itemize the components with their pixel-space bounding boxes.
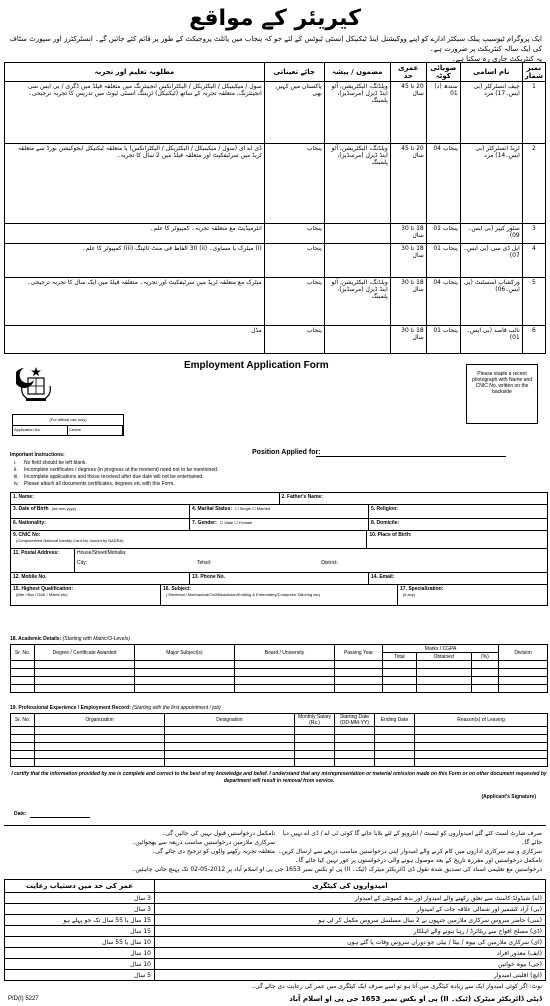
intro-line-1: ایک پروگرام ٹیوسیپ پبلک سیکٹر ادارے کو اپنے ووکیشنل اینڈ ٹیکنیکل انسٹی ٹیوٹس کے لئے جو کہ پنجاب میں پائلٹ پروجیکٹ کے طور پر قائم کئے جائیں گے۔ انسٹرکٹرز اور سپورٹ سٹاف کی ایک سالہ کنٹریکٹ پر ضرورت ہے۔ (9, 35, 542, 53)
cell-subject: ویلڈنگ، الیکٹریشن، آٹو اینڈ ڈیزل (مرسڈیز)، پلمبنگ (324, 278, 390, 326)
header-posting: جائے تعیناتی (264, 63, 324, 82)
postal-address-field[interactable]: House/Street/Mohalla: City: Tehsil: District: (77, 550, 338, 566)
cell-age: 18 تا 30 سال (390, 326, 426, 354)
cell-posting: پنجاب (264, 144, 324, 224)
instructions-list (14, 460, 218, 488)
list-item: درخواستیں مع تعلیمی اسناد کی تصدیق شدہ نقول ڈی ڈائریکٹر میٹرک (ٹیک۔ II) پی او بکس نمبر 1653 جی پی او اسلام آباد پر 2012-05-02 تک پہنچ جانی چاہئیں۔ (131, 866, 542, 873)
form-title: Employment Application Form (184, 360, 329, 371)
table-row[interactable] (11, 669, 548, 677)
header-sn: نمبر شمار (522, 63, 545, 82)
table-row[interactable] (11, 751, 548, 759)
header-quota: صوبائی کوٹہ (426, 63, 460, 82)
father-name-field[interactable]: 2. Father's Name: (281, 494, 323, 500)
cell-post: ورکشاپ اسسٹنٹ (بی ایس۔06) (460, 278, 522, 326)
centre-field[interactable]: Centre (68, 426, 123, 436)
form-row (10, 518, 548, 530)
footer-address: ڈپٹی ڈائریکٹر میٹرک (ٹیک۔ II) پی او بکس نمبر 1653 جی پی او اسلام آباد (289, 995, 542, 1003)
header-age: عمری حد (390, 63, 426, 82)
age-relaxation-table (4, 879, 546, 981)
cell-sn: 1 (522, 82, 545, 144)
cell-subject: ویلڈنگ، الیکٹریشن، آٹو اینڈ ڈیزل (مرسڈیز)، پلمبنگ (324, 144, 390, 224)
cell-subject (324, 224, 390, 244)
cell-posting: پنجاب (264, 326, 324, 354)
intro-line-2: یہ کنٹریکٹ جاری رہ سکتا ہے۔ (451, 55, 542, 63)
table-row[interactable] (11, 685, 548, 693)
certification-text: I certify that the information provided by me is complete and correct to the best of my knowledge and belief. I understand that any misrepresentation or material omission made on this Form or on other document requested by department will result in removal from service. (11, 771, 547, 784)
form-row (10, 504, 548, 518)
header-banner (4, 4, 546, 32)
notes-col-left (8, 829, 275, 865)
academic-header: Sr. No. Degree / Certificate Awarded Major Subject(s) Board / University Passing Year Marks / CGPA Division (11, 645, 548, 653)
cell-age: 20 تا 45 سال (390, 144, 426, 224)
academic-table (10, 644, 548, 693)
form-row (10, 530, 548, 548)
cell-quota: سندھ (د) 01 (426, 82, 460, 144)
age-table-header (5, 880, 546, 893)
marital-status-field[interactable]: 4. Marital Status: ☐ Single ☐ Married (190, 505, 369, 518)
cell-qualification: سول / میکینیکل / الیکٹریکل / الیکٹرانکس انجینئرنگ میں متعلقہ فیلڈ میں ڈگری / بی ایس سی انجینئرنگ، متعلقہ تجربہ کے ساتھ (ٹیکنیکل) ٹریننگ انسٹی ٹیوٹ میں تدریس کا تجربہ ترجیحی۔ (5, 82, 265, 144)
list-item: نامکمل درخواستیں قبول نہیں کی جائیں گی۔ (161, 830, 275, 837)
cell-sn: 6 (522, 326, 545, 354)
header-subject: مضمون / پیشہ (324, 63, 390, 82)
form-row (10, 548, 548, 572)
experience-label: 19. Professional Experience / Employment Record: (Starting with the first appointment / job) (10, 705, 221, 711)
table-row (5, 326, 546, 354)
cell-sn: 2 (522, 144, 545, 224)
cell-posting: پاکستان میں کہیں بھی (264, 82, 324, 144)
list-item: متعلقہ تجربہ رکھنے والوں کو ترجیح دی جائے گی۔ (151, 848, 275, 855)
cell-quota: پنجاب 04 (426, 278, 460, 326)
date-label: Date: (14, 811, 27, 817)
cnic-field[interactable]: 9. CNIC No: (Computerized National Identity Card No. issued by NADRA) (11, 531, 367, 548)
personal-details-grid (10, 492, 548, 606)
cell-posting: پنجاب (264, 244, 324, 278)
subject-field[interactable]: 16. Subject: ( Electrical / Mechanical/Civil/Beautician/Knitting & Embroidery/Computer/ Tailoring etc) (161, 585, 398, 605)
cell-age: 20 تا 45 سال (390, 82, 426, 144)
footer-note: نوٹ: اگر کوئی امیدوار ایک سے زیادہ کیٹگری میں آتا ہو تو اسے صرف ایک کیٹگری میں عمر کی رعایت دی جائے گی۔ (251, 983, 542, 990)
form-row (10, 584, 548, 606)
jobs-table (4, 62, 546, 354)
list-item: i. No field should be left blank. (14, 460, 87, 466)
cell-subject (324, 326, 390, 354)
photo-note: Please staple a recent photograph with Name and CNIC No. written on the backside (471, 371, 533, 395)
table-row: (ایچ) اقلیتی امیدوار 5 سال (5, 970, 546, 981)
application-form (4, 356, 546, 826)
cell-post: نائب قاصد (بی ایس۔01) (460, 326, 522, 354)
specialization-field[interactable]: 17. Specialization: (if any) (400, 586, 444, 597)
list-item: ii. Incomplete certificates / degrees (in progress at the moment) need not to be mentioned. (14, 467, 219, 473)
list-item: iii. Incomplete applications and those received after due date will not be entertained. (14, 474, 204, 480)
cell-post: ٹریڈ انسٹرکٹر (بی ایس۔14) مرد (460, 144, 522, 224)
photo-box[interactable] (466, 364, 538, 424)
experience-table (10, 713, 548, 767)
table-row[interactable] (11, 727, 548, 735)
list-item: سرکاری ملازمین درخواستیں مناسب ذریعہ سے بھجوائیں۔ (131, 839, 275, 846)
date-input[interactable] (30, 817, 90, 818)
cell-qualification: میٹرک مع متعلقہ ٹریڈ میں سرٹیفکیٹ اور تجربہ۔ متعلقہ فیلڈ میں ایک سال کا تجربہ ترجیحی۔ (5, 278, 265, 326)
list-item: صرف شارٹ لسٹ کئے گئے امیدواروں کو ٹیسٹ / انٹرویو کے لئے بلایا جائے گا کوئی ٹی اے / ڈی اے نہیں دیا جائے گا۔ (282, 830, 542, 846)
table-row[interactable] (11, 677, 548, 685)
notes-col-right (275, 829, 542, 865)
table-row (5, 224, 546, 244)
office-use-row (13, 425, 123, 436)
header-qualification: مطلوبہ تعلیم اور تجربہ (5, 63, 265, 82)
table-row (5, 144, 546, 224)
position-applied-label: Position Applied for: (252, 449, 321, 456)
jobs-table-header (5, 63, 546, 82)
religion-field[interactable]: 5. Religion: (371, 506, 398, 512)
cell-qualification: (i) میٹرک یا مساوی۔ (ii) 30 الفاظ فی منٹ ٹائپنگ (iii) کمپیوٹر کا علم۔ (5, 244, 265, 278)
postal-address-label: 11. Postal Address: (11, 549, 75, 572)
applicant-signature-label: (Applicant's Signature) (481, 794, 536, 800)
cell-qualification: مڈل (5, 326, 265, 354)
notes-section (4, 826, 546, 877)
table-row[interactable] (11, 735, 548, 743)
header-post: نام اسامی (460, 63, 522, 82)
office-use-box (12, 414, 124, 436)
application-no-field[interactable]: Application No. (13, 426, 68, 436)
table-row (5, 244, 546, 278)
academic-details-label: 18. Academic Details: (Starting with Matric/O-Levels) (10, 636, 130, 642)
gender-field[interactable]: 7. Gender: ☐ Male ☐ Female (190, 519, 369, 530)
list-item: iv. Please attach all documents certificates, degrees etc with this Form. (14, 481, 175, 487)
cell-posting: پنجاب (264, 278, 324, 326)
cell-post: چیف انسٹرکٹر (بی ایس۔17) مرد (460, 82, 522, 144)
position-applied-input[interactable] (316, 456, 506, 457)
table-row: (اے) شیڈولڈ کاسٹ سے تعلق رکھنے والے امیدوار اور بدھ کمیونٹی کے امیدوار 3 سال (5, 893, 546, 904)
table-row (5, 278, 546, 326)
office-use-label: (For official use only) (49, 417, 87, 422)
table-row[interactable] (11, 743, 548, 751)
page-title: کیریئر کے مواقع (189, 5, 361, 31)
cell-sn: 4 (522, 244, 545, 278)
form-row (10, 572, 548, 584)
cell-subject (324, 244, 390, 278)
table-row[interactable] (11, 661, 548, 669)
table-row: (ایف) معذور افراد 10 سال (5, 948, 546, 959)
intro-text (4, 32, 546, 62)
cell-qualification: ڈی اے ای (سول / میکینیکل / الیکٹریکل / الیکٹرانکس) یا متعلقہ ٹیکنیکل ایجوکیشن بورڈ سے متعلقہ ٹریڈ میں سرٹیفکیٹ اور متعلقہ فیلڈ میں 2 سال کا تجربہ۔ (5, 144, 265, 224)
government-emblem-icon (16, 364, 56, 404)
cell-quota: پنجاب 01 (426, 326, 460, 354)
cell-post: ایل ڈی سی (بی ایس۔07) (460, 244, 522, 278)
cell-qualification: انٹرمیڈیٹ مع متعلقہ تجربہ۔ کمپیوٹر کا علم۔ (5, 224, 265, 244)
table-row: (جی) بیوہ خواتین 10 سال (5, 959, 546, 970)
highest-qualification-field[interactable]: 15. Highest Qualification: (Mte / Bsc / DAE / Matric etc) (11, 585, 161, 605)
cell-age: 18 تا 30 سال (390, 278, 426, 326)
cell-quota: پنجاب 01 (426, 244, 460, 278)
list-item: نامکمل درخواستیں اور مقررہ تاریخ کے بعد موصول ہونے والی درخواستوں پر غور نہیں کیا جائے گا۔ (295, 857, 542, 864)
place-of-birth-field[interactable]: 10. Place of Birth: (369, 532, 412, 538)
phone-field[interactable]: 13. Phone No. (190, 573, 369, 584)
academic-subheader: Total Obtained (%) (11, 653, 548, 661)
table-row[interactable] (11, 759, 548, 767)
table-row: (سی) حاضر سروس سرکاری ملازمین جنہوں نے 2 سال مسلسل سروس مکمل کر لی ہو 15 سال یا 55 سال تک جو پہلے ہو (5, 915, 546, 926)
experience-header: Sr. No. Organization Designation Monthly Salary (Rs.) Starting Date (DD-MM-YY) Ending Date Reason(s) of Leaving (11, 714, 548, 727)
name-field[interactable]: 1. Name: (11, 493, 280, 504)
list-item: سرکاری و نیم سرکاری اداروں میں کام کرنے والے امیدوار اپنی درخواستیں مناسب ذریعے سے ارسال کریں۔ (278, 848, 542, 855)
cell-age: 18 تا 30 سال (390, 244, 426, 278)
form-row (10, 492, 548, 504)
cell-quota: پنجاب 04 (426, 144, 460, 224)
cell-posting: پنجاب (264, 224, 324, 244)
header-category: امیدواروں کی کیٹگری (155, 880, 546, 893)
mobile-field[interactable]: 12. Mobile No. (11, 573, 190, 584)
header-relaxation: عمر کی حد میں دستیاب رعایت (5, 880, 155, 893)
dob-field[interactable]: 3. Date of Birth (dd-mm-yyyy) (11, 505, 190, 518)
table-row (5, 82, 546, 144)
cell-subject: ویلڈنگ، الیکٹریشن، آٹو اینڈ ڈیزل (مرسڈیز)، پلمبنگ (324, 82, 390, 144)
cell-age: 18 تا 30 سال (390, 224, 426, 244)
pid-number: PID(I) 5227 (8, 996, 39, 1002)
nationality-field[interactable]: 6. Nationality: (11, 519, 190, 530)
cell-sn: 5 (522, 278, 545, 326)
email-field[interactable]: 14. Email: (371, 574, 395, 580)
notes-columns (8, 829, 542, 865)
domicile-field[interactable]: 8. Domicile: (371, 520, 400, 526)
table-row: (ڈی) مسلح افواج سے ریٹائرڈ / رہا ہونے والے اہلکار 15 سال (5, 926, 546, 937)
table-row: (بی) آزاد کشمیر اور شمالی علاقہ جات کے امیدوار 3 سال (5, 904, 546, 915)
footer (4, 992, 546, 1006)
cell-quota: پنجاب 01 (426, 224, 460, 244)
cell-sn: 3 (522, 224, 545, 244)
table-row: (ای) سرکاری ملازمین کی بیوہ / بیٹا / بیٹی جو دوران سروس وفات پا گئے ہوں 10 سال یا 55 سال (5, 937, 546, 948)
cell-post: سٹور کیپر (بی ایس۔09) (460, 224, 522, 244)
instructions-label: Important Instructions: (10, 452, 65, 458)
